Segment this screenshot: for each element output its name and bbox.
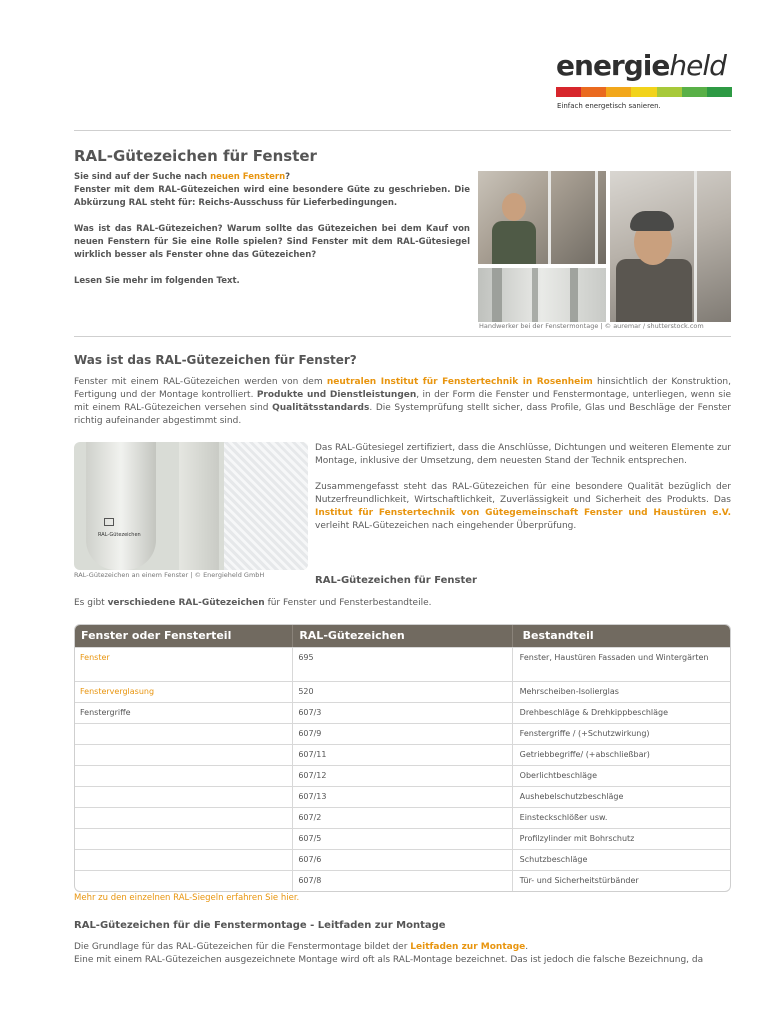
section3-heading: RAL-Gütezeichen für die Fenstermontage - Leitfaden zur Montage	[74, 920, 446, 931]
table-cell-part	[75, 787, 293, 807]
intro-para2: Was ist das RAL-Gütezeichen? Warum sollte das Gütezeichen bei dem Kauf von neuen Fenstern für Sie eine Rolle spielen? Sind Fenster mit dem RAL-Gütesiegel wirklich besser als Fenster ohne das Gütezeichen?	[74, 224, 470, 260]
table-header	[75, 625, 730, 647]
table-cell-part	[75, 766, 293, 786]
table-row	[75, 744, 730, 765]
table-cell-part	[75, 829, 293, 849]
table-cell-ral: 520	[293, 682, 512, 702]
s3-text-a: Die Grundlage für das RAL-Gütezeichen für die Fenstermontage bildet der	[74, 942, 411, 952]
section-divider	[74, 336, 731, 337]
intro-text	[74, 171, 470, 288]
table-row	[75, 723, 730, 744]
montage-guide-link[interactable]: Leitfaden zur Montage	[410, 942, 526, 952]
s3-text-b: .	[525, 942, 529, 952]
logo-word-ergie: ergie	[592, 49, 670, 82]
table-cell-part[interactable]: Fenster	[75, 648, 293, 681]
intro-line1-post: ?	[285, 172, 291, 182]
logo-bar-3	[631, 87, 656, 97]
logo-bar-5	[682, 87, 707, 97]
section1-paragraph2: Das RAL-Gütesiegel zertifiziert, dass die Anschlüsse, Dichtungen und weiteren Elemente zur Montage, inklusive der Umsetzung, dem neuesten Stand der Technik entsprechen.	[315, 443, 731, 466]
handle-image-caption: RAL-Gütezeichen an einem Fenster | © Energieheld GmbH	[74, 571, 265, 579]
photo-window-hardware	[478, 268, 606, 322]
table-row	[75, 786, 730, 807]
table-cell-part	[75, 724, 293, 744]
logo-bar-0	[556, 87, 581, 97]
intro-para1: Fenster mit dem RAL-Gütezeichen wird eine besondere Güte zu geschrieben. Die Abkürzung RAL steht für: Reichs-Ausschuss für Lieferbedingungen.	[74, 185, 470, 208]
table-row	[75, 870, 730, 891]
logo-energy-scale	[556, 87, 732, 97]
table-cell-component: Drehbeschläge & Drehkippbeschläge	[519, 708, 669, 717]
logo-tagline: Einfach energetisch sanieren.	[557, 102, 661, 110]
intro-line1-pre: Sie sind auf der Suche nach	[74, 172, 211, 182]
logo-word-en: en	[556, 49, 593, 82]
table-cell-component: Tür- und Sicherheitstürbänder	[519, 876, 639, 885]
logo-wordmark	[556, 50, 732, 82]
section2-paragraph	[74, 597, 731, 610]
handle-ral-label: RAL-Gütezeichen	[98, 532, 141, 538]
logo-word-held: held	[669, 49, 726, 82]
craftsman-photo-collage	[478, 171, 731, 322]
institute-rosenheim-link[interactable]: neutralen Institut für Fenstertechnik in Rosenheim	[326, 377, 593, 387]
table-cell-component: Fenstergriffe / (+Schutzwirkung)	[519, 729, 650, 738]
intro-para3: Lesen Sie mehr im folgenden Text.	[74, 276, 240, 286]
table-cell-ral: 607/9	[293, 724, 512, 744]
s1p3-text-b: verleiht RAL-Gütezeichen nach eingehender Überprüfung.	[315, 521, 577, 531]
table-cell-component: Aushebelschutzbeschläge	[519, 792, 624, 801]
table-header-part: Fenster oder Fensterteil	[75, 625, 293, 647]
table-cell-component: Mehrscheiben-Isolierglas	[519, 687, 619, 696]
table-cell-part	[75, 850, 293, 870]
section3-paragraph1	[74, 941, 731, 954]
s1p1-text-b: hinsichtlich der Konstruktion, Fertigung und der Montage kontrolliert.	[74, 377, 731, 400]
table-cell-ral: 607/5	[293, 829, 512, 849]
page-title: RAL-Gütezeichen für Fenster	[74, 147, 317, 165]
table-cell-ral: 695	[293, 648, 512, 681]
ral-table	[74, 624, 731, 892]
table-cell-part: Fenstergriffe	[75, 703, 293, 723]
table-cell-component: Einsteckschlößer usw.	[519, 813, 608, 822]
table-cell-ral: 607/12	[293, 766, 512, 786]
table-cell-part[interactable]: Fensterverglasung	[75, 682, 293, 702]
s2-text-a: Es gibt	[74, 598, 108, 608]
table-body	[75, 647, 730, 891]
table-cell-component: Getriebbegriffe/ (+abschließbar)	[519, 750, 650, 759]
table-row	[75, 765, 730, 786]
table-cell-part	[75, 871, 293, 891]
s1p1-bold-products: Produkte und Dienstleistungen	[256, 390, 417, 400]
section2-heading: RAL-Gütezeichen für Fenster	[315, 575, 477, 586]
more-ral-seals-link[interactable]: Mehr zu den einzelnen RAL-Siegeln erfahren Sie hier.	[74, 893, 300, 903]
institute-guetegemeinschaft-link[interactable]: Institut für Fenstertechnik von Gütegemeinschaft Fenster und Haustüren e.V.	[315, 508, 731, 518]
table-cell-ral: 607/3	[293, 703, 512, 723]
section3-paragraph2: Eine mit einem RAL-Gütezeichen ausgezeichnete Montage wird oft als RAL-Montage bezeichnet. Das ist jedoch die falsche Bezeichnung, da	[74, 955, 704, 965]
table-cell-ral: 607/6	[293, 850, 512, 870]
photo-craftsman-closeup	[610, 171, 731, 322]
s1p1-bold-quality: Qualitätsstandards	[272, 403, 370, 413]
table-header-ral: RAL-Gütezeichen	[293, 625, 512, 647]
collage-caption: Handwerker bei der Fenstermontage | © auremar / shutterstock.com	[479, 322, 704, 330]
window-handle-image	[74, 442, 308, 570]
header-divider	[74, 130, 731, 131]
section1-paragraph1	[74, 376, 731, 428]
table-cell-part	[75, 808, 293, 828]
s1p1-text-a: Fenster mit einem RAL-Gütezeichen werden von dem	[74, 377, 327, 387]
table-cell-part	[75, 745, 293, 765]
table-header-component: Bestandteil	[522, 629, 594, 642]
table-cell-component: Profilzylinder mit Bohrschutz	[519, 834, 635, 843]
table-cell-ral: 607/2	[293, 808, 512, 828]
new-windows-link[interactable]: neuen Fenstern	[210, 172, 286, 182]
table-cell-component: Schutzbeschläge	[519, 855, 588, 864]
table-cell-ral: 607/11	[293, 745, 512, 765]
logo-bar-4	[657, 87, 682, 97]
table-cell-ral: 607/8	[293, 871, 512, 891]
s2-text-b: für Fenster und Fensterbestandteile.	[264, 598, 432, 608]
logo-bar-2	[606, 87, 631, 97]
photo-craftsman-window	[478, 171, 606, 264]
table-cell-ral: 607/13	[293, 787, 512, 807]
table-row	[75, 702, 730, 723]
table-row	[75, 828, 730, 849]
table-row	[75, 647, 730, 681]
s1p3-text-a: Zusammengefasst steht das RAL-Gütezeichen für eine besondere Qualität bezüglich der Nutzerfreundlichkeit, Wirtschaftlichkeit, Zuverlässigkeit und Sicherheit des Produkts. Das	[315, 482, 731, 505]
table-row	[75, 807, 730, 828]
intro-line1	[74, 171, 470, 184]
s1p1-text-d: . Die Systemprüfung stellt sicher, dass Profile, Glas und Beschläge der Fenster richtig aufeinander abgestimmt sind.	[74, 403, 731, 426]
energieheld-logo[interactable]	[556, 50, 732, 116]
table-cell-component: Oberlichtbeschläge	[519, 771, 598, 780]
table-row	[75, 681, 730, 702]
s1p1-text-c: , in der Form die Fenster und Fenstermontage, unterliegen, wenn sie mit einem RAL-Gütezeichen versehen sind	[74, 390, 731, 413]
logo-bar-1	[581, 87, 606, 97]
section1-heading: Was ist das RAL-Gütezeichen für Fenster?	[74, 353, 357, 367]
table-row	[75, 849, 730, 870]
logo-bar-6	[707, 87, 732, 97]
s2-bold: verschiedene RAL-Gütezeichen	[107, 598, 265, 608]
section1-paragraph3	[315, 481, 731, 533]
table-cell-component: Fenster, Haustüren Fassaden und Wintergärten	[519, 653, 709, 662]
